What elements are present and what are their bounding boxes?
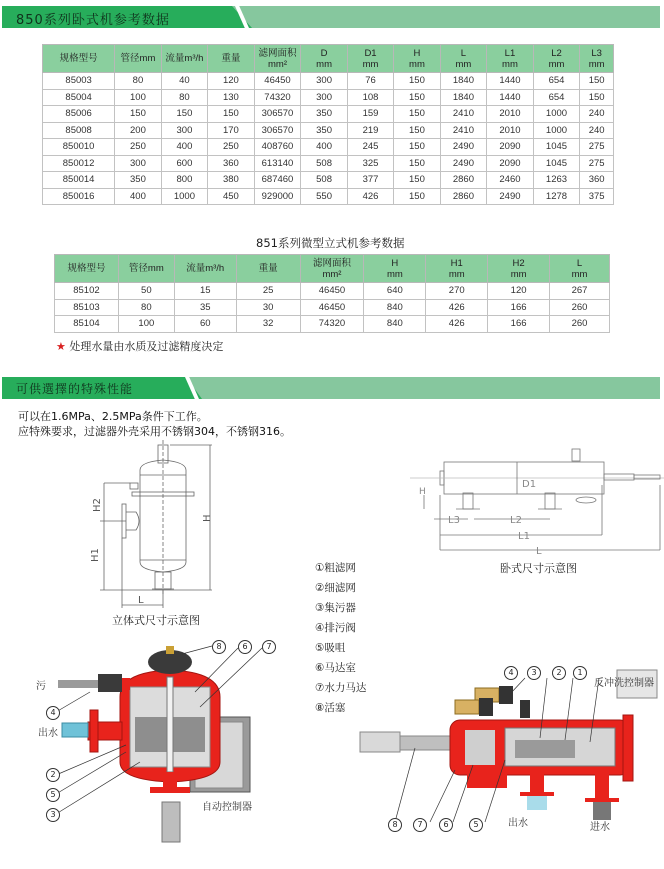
table-cell: 150 (580, 73, 614, 90)
column-header: 规格型号 (43, 45, 115, 73)
table-row (43, 89, 614, 106)
table-cell: 929000 (254, 188, 301, 205)
table-cell: 1000 (161, 188, 208, 205)
dim-label-l: L (536, 546, 542, 557)
section-title-851: 851系列微型立式机参考数据 (256, 236, 405, 250)
table-cell: 250 (208, 139, 254, 156)
table-cell: 1045 (533, 139, 580, 156)
table-cell: 219 (347, 122, 393, 139)
column-header: H2 mm (488, 255, 550, 283)
table-cell: 2490 (440, 155, 487, 172)
section-title-features: 可供選擇的特殊性能 (16, 382, 134, 396)
table-row (55, 316, 610, 333)
table-cell: 1840 (440, 89, 487, 106)
column-header: L1 mm (487, 45, 534, 73)
features-text: 可以在1.6MPa、2.5MPa条件下工作。 应特殊要求，过滤器外壳采用不锈钢304，不锈钢316。 (18, 410, 291, 438)
table-cell: 150 (394, 89, 440, 106)
table-cell: 275 (580, 155, 614, 172)
legend-item: ②细滤网 (315, 582, 356, 594)
star-icon: ★ (56, 340, 66, 353)
table-cell: 2090 (487, 139, 534, 156)
legend-item: ③集污器 (315, 602, 356, 614)
table-cell: 2090 (487, 155, 534, 172)
section-banner-850 (2, 6, 660, 28)
legend-item: ④排污阀 (315, 622, 356, 634)
table-cell: 2860 (440, 172, 487, 189)
table-cell: 360 (208, 155, 254, 172)
column-header: 重量 (208, 45, 254, 73)
table-cell: 150 (394, 172, 440, 189)
table-cell: 2860 (440, 188, 487, 205)
table-cell: 1278 (533, 188, 580, 205)
label-auto-controller: 自动控制器 (202, 802, 252, 813)
table-row (43, 188, 614, 205)
table-cell: 2010 (487, 122, 534, 139)
table-cell: 80 (161, 89, 208, 106)
table-cell: 426 (426, 299, 488, 316)
table-cell: 150 (394, 155, 440, 172)
table-row (55, 299, 610, 316)
dim-label-h2: H2 (92, 498, 103, 512)
table-cell: 260 (550, 316, 610, 333)
column-header: 流量m³/h (174, 255, 236, 283)
legend-item: ⑦水力马达 (315, 682, 367, 694)
callout-6: 6 (238, 640, 252, 654)
column-header: 重量 (236, 255, 300, 283)
legend-item: ⑤吸咀 (315, 642, 346, 654)
label-outlet: 出水 (508, 818, 528, 829)
legend-item: ⑧活塞 (315, 702, 346, 714)
label-outlet: 出水 (38, 728, 58, 739)
callout-2: 2 (552, 666, 566, 680)
table-row (43, 122, 614, 139)
dim-label-l1: L1 (518, 531, 530, 542)
table-row (43, 106, 614, 123)
label-inlet: 进水 (590, 822, 610, 833)
table-cell: 1840 (440, 73, 487, 90)
callout-5: 5 (46, 788, 60, 802)
table-cell: 2410 (440, 106, 487, 123)
table-cell: 377 (347, 172, 393, 189)
table-cell: 380 (208, 172, 254, 189)
table-cell: 85006 (43, 106, 115, 123)
table-cell: 306570 (254, 122, 301, 139)
callout-7: 7 (262, 640, 276, 654)
column-header: L2 mm (533, 45, 580, 73)
table-cell: 85102 (55, 283, 119, 300)
table-row (43, 172, 614, 189)
table-cell: 2010 (487, 106, 534, 123)
table-cell: 1440 (487, 73, 534, 90)
callout-8: 8 (212, 640, 226, 654)
section-banner-features (2, 377, 660, 399)
callout-7: 7 (413, 818, 427, 832)
table-cell: 76 (347, 73, 393, 90)
table-cell: 150 (580, 89, 614, 106)
table-cell: 60 (174, 316, 236, 333)
table-cell: 550 (301, 188, 347, 205)
table-cell: 250 (115, 139, 161, 156)
table-cell: 32 (236, 316, 300, 333)
table-cell: 150 (394, 73, 440, 90)
column-header: H1 mm (426, 255, 488, 283)
table-cell: 85008 (43, 122, 115, 139)
table-cell: 350 (301, 122, 347, 139)
column-header: 流量m³/h (161, 45, 208, 73)
table-cell: 74320 (254, 89, 301, 106)
table-cell: 300 (115, 155, 161, 172)
table-cell: 260 (550, 299, 610, 316)
table-cell: 85104 (55, 316, 119, 333)
dim-label-l2: L2 (510, 515, 522, 526)
column-header: 管径mm (115, 45, 161, 73)
table-cell: 130 (208, 89, 254, 106)
table-cell: 15 (174, 283, 236, 300)
table-cell: 400 (115, 188, 161, 205)
table-cell: 306570 (254, 106, 301, 123)
table-cell: 270 (426, 283, 488, 300)
table-cell: 850014 (43, 172, 115, 189)
legend-item: ①粗滤网 (315, 562, 356, 574)
table-cell: 150 (394, 106, 440, 123)
table-cell: 50 (118, 283, 174, 300)
table-cell: 100 (115, 89, 161, 106)
horizontal-diagram-caption: 卧式尺寸示意图 (500, 562, 577, 575)
spec-table-851 (54, 254, 610, 333)
table-cell: 400 (301, 139, 347, 156)
table-cell: 850012 (43, 155, 115, 172)
table-cell: 150 (161, 106, 208, 123)
table-cell: 1000 (533, 106, 580, 123)
table-cell: 267 (550, 283, 610, 300)
table-cell: 840 (364, 299, 426, 316)
table-cell: 240 (580, 122, 614, 139)
table-cell: 850010 (43, 139, 115, 156)
callout-3: 3 (527, 666, 541, 680)
table-cell: 1000 (533, 122, 580, 139)
table-cell: 508 (301, 155, 347, 172)
table-cell: 170 (208, 122, 254, 139)
capacity-note: ★ 处理水量由水质及过滤精度决定 (56, 340, 224, 353)
table-cell: 300 (301, 89, 347, 106)
table-cell: 600 (161, 155, 208, 172)
column-header: 滤网面积 mm² (300, 255, 364, 283)
table-cell: 850016 (43, 188, 115, 205)
table-cell: 1263 (533, 172, 580, 189)
table-cell: 275 (580, 139, 614, 156)
dim-label-h: H (202, 514, 213, 522)
dim-label-h: H (419, 487, 426, 497)
table-row (43, 139, 614, 156)
callout-4: 4 (504, 666, 518, 680)
dim-label-l3: L3 (448, 515, 460, 526)
table-cell: 85103 (55, 299, 119, 316)
table-cell: 325 (347, 155, 393, 172)
table-row (55, 283, 610, 300)
table-cell: 654 (533, 73, 580, 90)
table-cell: 375 (580, 188, 614, 205)
callout-8: 8 (388, 818, 402, 832)
table-cell: 35 (174, 299, 236, 316)
table-cell: 150 (394, 122, 440, 139)
table-cell: 450 (208, 188, 254, 205)
table-cell: 150 (208, 106, 254, 123)
spec-table-850 (42, 44, 614, 205)
table-cell: 166 (488, 299, 550, 316)
column-header: D mm (301, 45, 347, 73)
table-cell: 85003 (43, 73, 115, 90)
table-cell: 46450 (300, 299, 364, 316)
callout-6: 6 (439, 818, 453, 832)
table-cell: 245 (347, 139, 393, 156)
table-row (43, 155, 614, 172)
dim-label-l: L (138, 595, 144, 606)
table-cell: 2490 (440, 139, 487, 156)
table-cell: 46450 (300, 283, 364, 300)
vertical-diagram-caption: 立体式尺寸示意图 (112, 614, 200, 627)
table-cell: 350 (301, 106, 347, 123)
table-cell: 108 (347, 89, 393, 106)
table-cell: 426 (347, 188, 393, 205)
table-cell: 100 (118, 316, 174, 333)
callout-4: 4 (46, 706, 60, 720)
table-cell: 40 (161, 73, 208, 90)
callout-3: 3 (46, 808, 60, 822)
table-cell: 240 (580, 106, 614, 123)
column-header: L mm (440, 45, 487, 73)
label-waste: 污 (36, 681, 46, 692)
column-header: 规格型号 (55, 255, 119, 283)
table-cell: 1440 (487, 89, 534, 106)
horizontal-dimension-diagram (410, 445, 664, 560)
table-cell: 85004 (43, 89, 115, 106)
column-header: 管径mm (118, 255, 174, 283)
dim-label-h1: H1 (90, 548, 101, 562)
table-cell: 300 (161, 122, 208, 139)
callout-1: 1 (573, 666, 587, 680)
table-cell: 2410 (440, 122, 487, 139)
column-header: D1 mm (347, 45, 393, 73)
table-cell: 350 (115, 172, 161, 189)
table-cell: 2490 (487, 188, 534, 205)
table-cell: 166 (488, 316, 550, 333)
column-header: H mm (394, 45, 440, 73)
table-cell: 46450 (254, 73, 301, 90)
dim-label-d1: D1 (522, 479, 537, 490)
table-cell: 360 (580, 172, 614, 189)
legend-item: ⑥马达室 (315, 662, 356, 674)
table-cell: 508 (301, 172, 347, 189)
column-header: L3 mm (580, 45, 614, 73)
column-header: L mm (550, 255, 610, 283)
table-cell: 200 (115, 122, 161, 139)
callout-5: 5 (469, 818, 483, 832)
table-cell: 408760 (254, 139, 301, 156)
vertical-dimension-diagram (80, 440, 280, 610)
table-cell: 687460 (254, 172, 301, 189)
section-title-850: 850系列卧式机参考数据 (16, 13, 170, 28)
table-cell: 1045 (533, 155, 580, 172)
table-cell: 30 (236, 299, 300, 316)
table-cell: 800 (161, 172, 208, 189)
table-row (43, 73, 614, 90)
table-cell: 2460 (487, 172, 534, 189)
table-cell: 654 (533, 89, 580, 106)
table-cell: 80 (118, 299, 174, 316)
callout-2: 2 (46, 768, 60, 782)
table-cell: 150 (115, 106, 161, 123)
vertical-filter-illustration (30, 632, 290, 857)
table-cell: 613140 (254, 155, 301, 172)
column-header: H mm (364, 255, 426, 283)
column-header: 滤网面积 mm² (254, 45, 301, 73)
table-cell: 640 (364, 283, 426, 300)
table-cell: 74320 (300, 316, 364, 333)
table-cell: 300 (301, 73, 347, 90)
table-cell: 150 (394, 188, 440, 205)
table-cell: 840 (364, 316, 426, 333)
table-cell: 120 (488, 283, 550, 300)
table-cell: 400 (161, 139, 208, 156)
table-cell: 120 (208, 73, 254, 90)
table-cell: 426 (426, 316, 488, 333)
table-cell: 80 (115, 73, 161, 90)
table-cell: 25 (236, 283, 300, 300)
label-backwash-controller: 反冲洗控制器 (594, 678, 654, 689)
table-cell: 159 (347, 106, 393, 123)
table-cell: 150 (394, 139, 440, 156)
